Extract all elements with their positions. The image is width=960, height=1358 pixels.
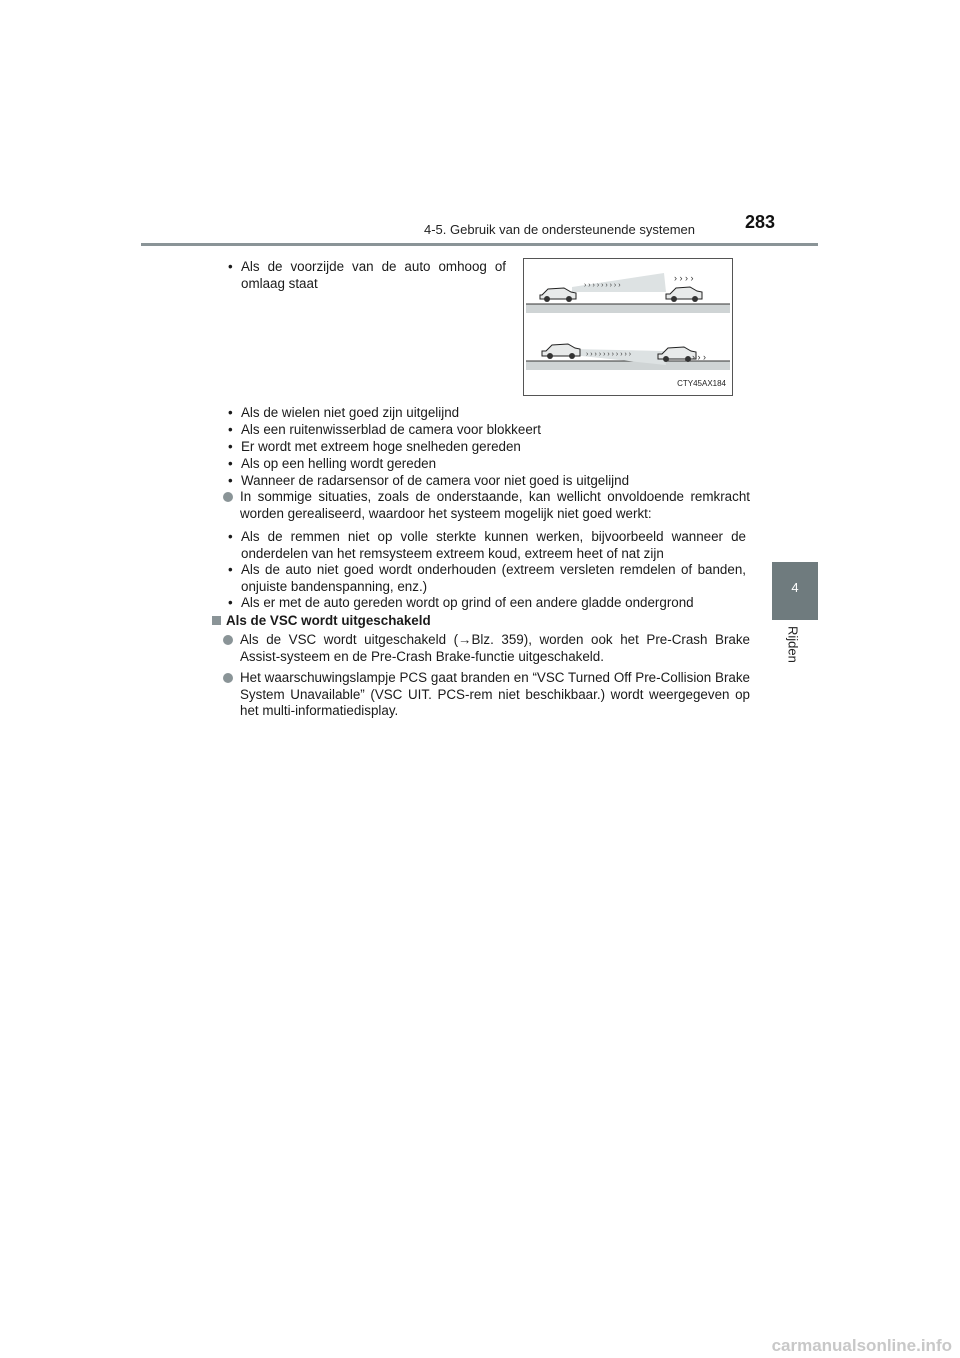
chapter-tab: 4 [772,562,818,620]
car-icon [540,288,576,302]
bullet-mark: • [228,562,233,577]
list-item-text: Er wordt met extreem hoge snelheden gereden [241,439,521,454]
car-icon [658,347,696,362]
list-item-text: Als de remmen niet op volle sterkte kunnen werken, bijvoorbeeld wanneer de onderdelen van het remsysteem extreem koud, extreem heet of nat zijn [241,529,746,561]
circle-bullet-icon [223,673,233,683]
section-heading-text: Als de VSC wordt uitgeschakeld [226,613,431,628]
watermark: carmanualsonline.info [771,1335,952,1355]
note-text: Het waarschuwingslampje PCS gaat branden en “VSC Turned Off Pre-Collision Brake System Unavailable” (VSC UIT. PCS-rem niet beschikbaar.) wordt weergegeven op het multi-informatiedisplay. [240,670,750,718]
svg-text:› › › › › › › › › › ›: › › › › › › › › › › › [586,351,632,358]
car-icon [666,287,702,302]
note-text: Als de VSC wordt uitgeschakeld (→Blz. 359), worden ook het Pre-Crash Brake Assist-systeem en de Pre-Crash Brake-functie uitgeschakeld. [240,632,750,664]
bullet-mark: • [228,439,233,454]
bullet-mark: • [228,473,233,488]
circle-bullet-icon [223,635,233,645]
svg-text:› › › › › › › › ›: › › › › › › › › › [584,282,621,289]
svg-text:› › › ›: › › › › [674,273,694,283]
radar-illustration [523,258,733,396]
list-item-text: Wanneer de radarsensor of de camera voor niet goed is uitgelijnd [241,473,630,488]
note-text: In sommige situaties, zoals de onderstaande, kan wellicht onvoldoende remkracht worden gerealiseerd, waardoor het systeem mogelijk niet goed werkt: [240,489,750,521]
bullet-mark: • [228,456,233,471]
header-title: 4-5. Gebruik van de ondersteunende systemen [424,222,696,237]
section-heading [212,613,431,630]
circle-bullet-icon [223,492,233,502]
road-surface [526,304,730,313]
bullet-mark: • [228,422,233,437]
bullet-mark: • [228,529,233,544]
header-divider [141,243,818,246]
square-bullet-icon [212,616,221,625]
bullet-mark: • [228,259,233,274]
list-item-text: Als een ruitenwisserblad de camera voor blokkeert [241,422,541,437]
road-surface [526,361,730,370]
list-item-text: Als de wielen niet goed zijn uitgelijnd [241,405,460,420]
bullet-mark: • [228,595,233,610]
chapter-label: Rijden [785,626,801,663]
car-icon [542,344,580,359]
list-item-text: Als er met de auto gereden wordt op grind of een andere gladde ondergrond [241,595,694,610]
bullet-mark: • [228,405,233,420]
list-item-text: Als de auto niet goed wordt onderhouden (extreem versleten remdelen of banden, onjuiste bandenspanning, enz.) [241,562,746,594]
figure-caption: CTY45AX184 [677,378,726,388]
svg-text:› › ›: › › › [692,352,706,362]
list-item-text: Als op een helling wordt gereden [241,456,437,471]
page-number: 283 [745,212,776,232]
list-item-text: Als de voorzijde van de auto omhoog of omlaag staat [241,259,506,291]
